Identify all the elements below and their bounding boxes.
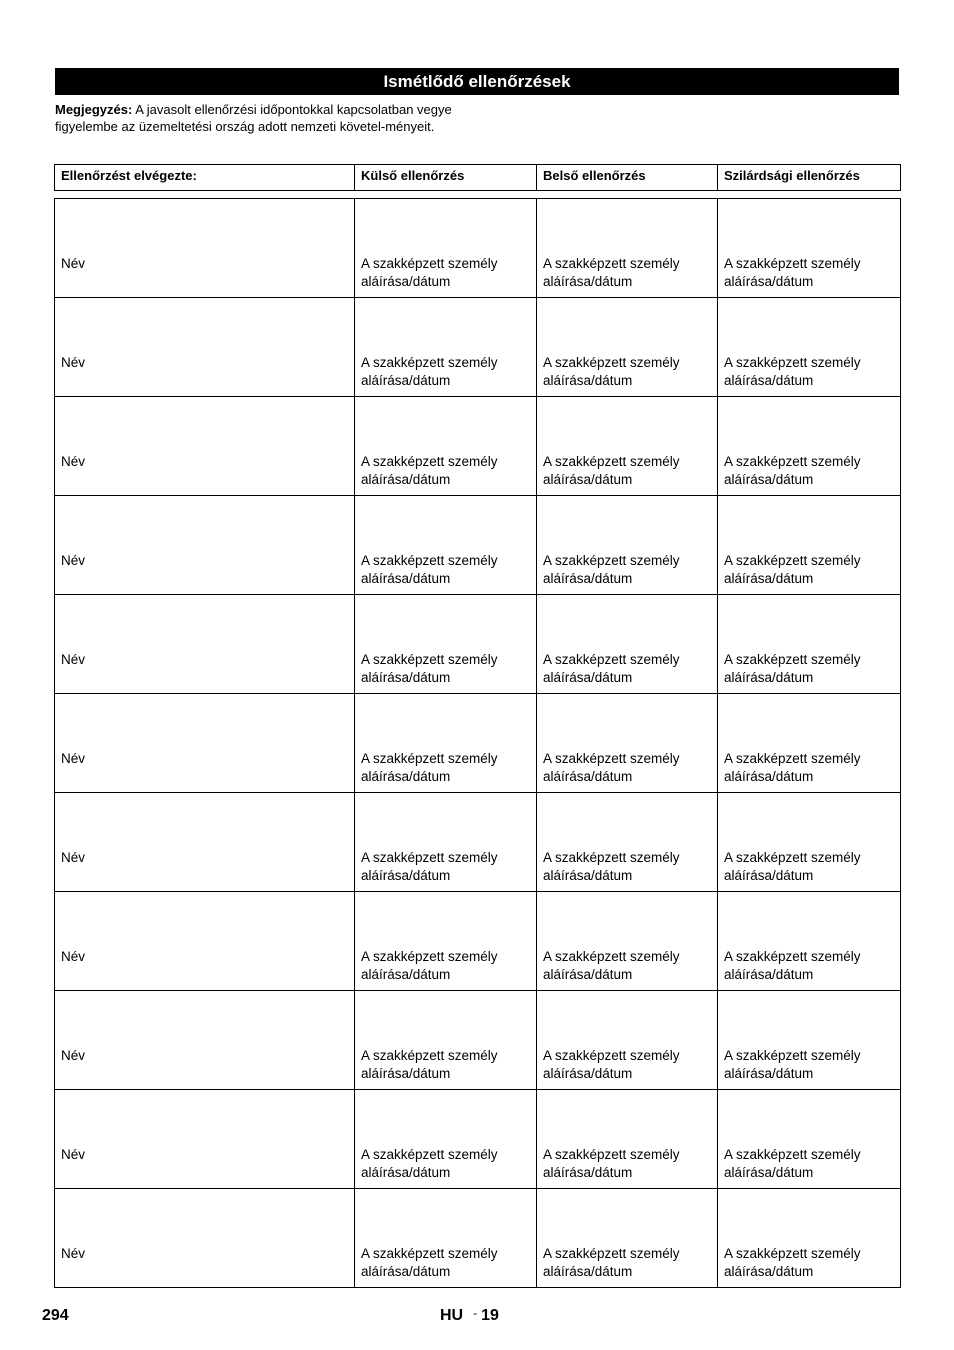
internal-inspection-signature-cell[interactable] <box>537 1189 718 1288</box>
page-title-text: Ismétlődő ellenőrzések <box>383 71 571 91</box>
signature-label-line1: A szakképzett személy <box>724 454 861 469</box>
signature-label-line1: A szakképzett személy <box>724 553 861 568</box>
external-inspection-signature-cell[interactable] <box>355 892 537 991</box>
log-row <box>55 793 901 892</box>
signature-label-line2: aláírása/dátum <box>543 1165 633 1180</box>
page-number: 294 <box>42 1307 69 1324</box>
header-strength-test: Szilárdsági ellenőrzés <box>718 165 901 191</box>
name-label: Név <box>61 850 86 865</box>
name-cell[interactable] <box>55 1189 355 1288</box>
header-inspected-by: Ellenőrzést elvégezte: <box>55 165 355 191</box>
signature-label-line2: aláírása/dátum <box>543 571 633 586</box>
signature-label-line2: aláírása/dátum <box>724 1066 814 1081</box>
name-cell[interactable] <box>55 694 355 793</box>
signature-label-line1: A szakképzett személy <box>543 1048 680 1063</box>
signature-label-line1: A szakképzett személy <box>361 454 498 469</box>
header-external-inspection: Külső ellenőrzés <box>355 165 537 191</box>
signature-label-line2: aláírása/dátum <box>724 967 814 982</box>
log-row <box>55 298 901 397</box>
external-inspection-signature-cell[interactable] <box>355 694 537 793</box>
external-inspection-signature-cell[interactable] <box>355 199 537 298</box>
signature-label-line2: aláírása/dátum <box>543 1066 633 1081</box>
log-row <box>55 1090 901 1189</box>
external-inspection-signature-cell[interactable] <box>355 1090 537 1189</box>
external-inspection-signature-cell[interactable] <box>355 595 537 694</box>
signature-label-line1: A szakképzett személy <box>543 652 680 667</box>
strength-test-signature-cell[interactable] <box>718 694 901 793</box>
internal-inspection-signature-cell[interactable] <box>537 397 718 496</box>
signature-label-line1: A szakképzett személy <box>361 652 498 667</box>
signature-label-line1: A szakképzett személy <box>543 256 680 271</box>
inspection-header-table <box>54 164 901 191</box>
inspection-log-body <box>55 199 901 1288</box>
signature-label-line2: aláírása/dátum <box>361 769 451 784</box>
name-label: Név <box>61 355 86 370</box>
signature-label-line2: aláírása/dátum <box>361 1066 451 1081</box>
signature-label-line1: A szakképzett személy <box>361 1147 498 1162</box>
signature-label-line2: aláírása/dátum <box>543 274 633 289</box>
signature-label-line2: aláírása/dátum <box>361 373 451 388</box>
internal-inspection-signature-cell[interactable] <box>537 199 718 298</box>
name-label: Név <box>61 256 86 271</box>
internal-inspection-signature-cell[interactable] <box>537 595 718 694</box>
internal-inspection-signature-cell[interactable] <box>537 1090 718 1189</box>
page-separator: - <box>473 1306 478 1320</box>
signature-label-line2: aláírása/dátum <box>361 868 451 883</box>
strength-test-signature-cell[interactable] <box>718 298 901 397</box>
signature-label-line1: A szakképzett személy <box>543 1246 680 1261</box>
external-inspection-signature-cell[interactable] <box>355 397 537 496</box>
signature-label-line1: A szakképzett személy <box>543 751 680 766</box>
external-inspection-signature-cell[interactable] <box>355 991 537 1090</box>
external-inspection-signature-cell[interactable] <box>355 298 537 397</box>
log-row <box>55 496 901 595</box>
strength-test-signature-cell[interactable] <box>718 199 901 298</box>
strength-test-signature-cell[interactable] <box>718 1090 901 1189</box>
signature-label-line2: aláírása/dátum <box>724 1264 814 1279</box>
name-label: Név <box>61 751 86 766</box>
signature-label-line1: A szakképzett személy <box>361 1048 498 1063</box>
signature-label-line1: A szakképzett személy <box>724 1147 861 1162</box>
external-inspection-signature-cell[interactable] <box>355 496 537 595</box>
internal-inspection-signature-cell[interactable] <box>537 496 718 595</box>
signature-label-line1: A szakképzett személy <box>724 949 861 964</box>
signature-label-line1: A szakképzett személy <box>361 355 498 370</box>
signature-label-line2: aláírása/dátum <box>724 868 814 883</box>
log-row <box>55 694 901 793</box>
signature-label-line1: A szakképzett személy <box>724 652 861 667</box>
signature-label-line2: aláírása/dátum <box>361 571 451 586</box>
log-row <box>55 892 901 991</box>
internal-inspection-signature-cell[interactable] <box>537 793 718 892</box>
section-page-number: 19 <box>481 1307 499 1324</box>
signature-label-line2: aláírása/dátum <box>543 769 633 784</box>
name-label: Név <box>61 553 86 568</box>
signature-label-line2: aláírása/dátum <box>543 967 633 982</box>
signature-label-line2: aláírása/dátum <box>724 769 814 784</box>
name-label: Név <box>61 1246 86 1261</box>
strength-test-signature-cell[interactable] <box>718 595 901 694</box>
signature-label-line2: aláírása/dátum <box>724 571 814 586</box>
signature-label-line2: aláírása/dátum <box>361 1165 451 1180</box>
inspection-log-table <box>54 198 901 1288</box>
signature-label-line1: A szakképzett személy <box>361 850 498 865</box>
signature-label-line2: aláírása/dátum <box>724 373 814 388</box>
signature-label-line1: A szakképzett személy <box>543 553 680 568</box>
strength-test-signature-cell[interactable] <box>718 496 901 595</box>
strength-test-signature-cell[interactable] <box>718 793 901 892</box>
signature-label-line1: A szakképzett személy <box>361 949 498 964</box>
log-row <box>55 595 901 694</box>
signature-label-line1: A szakképzett személy <box>361 553 498 568</box>
signature-label-line1: A szakképzett személy <box>543 850 680 865</box>
name-cell[interactable] <box>55 496 355 595</box>
external-inspection-signature-cell[interactable] <box>355 1189 537 1288</box>
name-label: Név <box>61 949 86 964</box>
strength-test-signature-cell[interactable] <box>718 397 901 496</box>
log-row <box>55 991 901 1090</box>
signature-label-line1: A szakképzett személy <box>361 256 498 271</box>
signature-label-line2: aláírása/dátum <box>543 373 633 388</box>
signature-label-line1: A szakképzett személy <box>724 355 861 370</box>
strength-test-signature-cell[interactable] <box>718 991 901 1090</box>
signature-label-line2: aláírása/dátum <box>361 472 451 487</box>
header-row <box>55 165 901 191</box>
header-internal-inspection: Belső ellenőrzés <box>537 165 718 191</box>
signature-label-line1: A szakképzett személy <box>543 1147 680 1162</box>
name-cell[interactable] <box>55 595 355 694</box>
name-cell[interactable] <box>55 892 355 991</box>
signature-label-line2: aláírása/dátum <box>361 670 451 685</box>
name-cell[interactable] <box>55 991 355 1090</box>
signature-label-line2: aláírása/dátum <box>543 670 633 685</box>
signature-label-line2: aláírása/dátum <box>724 472 814 487</box>
name-cell[interactable] <box>55 1090 355 1189</box>
signature-label-line2: aláírása/dátum <box>724 670 814 685</box>
name-cell[interactable] <box>55 298 355 397</box>
internal-inspection-signature-cell[interactable] <box>537 892 718 991</box>
name-cell[interactable] <box>55 397 355 496</box>
signature-label-line2: aláírása/dátum <box>361 274 451 289</box>
signature-label-line2: aláírása/dátum <box>361 967 451 982</box>
name-label: Név <box>61 652 86 667</box>
signature-label-line2: aláírása/dátum <box>361 1264 451 1279</box>
language-code: HU <box>440 1307 464 1324</box>
internal-inspection-signature-cell[interactable] <box>537 298 718 397</box>
name-label: Név <box>61 1048 86 1063</box>
name-label: Név <box>61 1147 86 1162</box>
note-label: Megjegyzés: <box>55 102 133 117</box>
signature-label-line1: A szakképzett személy <box>543 454 680 469</box>
name-cell[interactable] <box>55 199 355 298</box>
external-inspection-signature-cell[interactable] <box>355 793 537 892</box>
strength-test-signature-cell[interactable] <box>718 1189 901 1288</box>
signature-label-line1: A szakképzett személy <box>543 355 680 370</box>
page-title <box>55 68 899 95</box>
signature-label-line2: aláírása/dátum <box>543 472 633 487</box>
signature-label-line2: aláírása/dátum <box>724 1165 814 1180</box>
signature-label-line1: A szakképzett személy <box>543 949 680 964</box>
log-row <box>55 397 901 496</box>
signature-label-line1: A szakképzett személy <box>724 850 861 865</box>
signature-label-line1: A szakképzett személy <box>724 256 861 271</box>
signature-label-line2: aláírása/dátum <box>724 274 814 289</box>
note-paragraph <box>55 101 475 135</box>
signature-label-line1: A szakképzett személy <box>361 751 498 766</box>
signature-label-line2: aláírása/dátum <box>543 1264 633 1279</box>
log-row <box>55 199 901 298</box>
signature-label-line2: aláírása/dátum <box>543 868 633 883</box>
signature-label-line1: A szakképzett személy <box>361 1246 498 1261</box>
internal-inspection-signature-cell[interactable] <box>537 694 718 793</box>
note-text: A javasolt ellenőrzési időpontokkal kapcsolatban vegye figyelembe az üzemeltetési ország adott nemzeti követel-ményeit. <box>55 102 452 134</box>
strength-test-signature-cell[interactable] <box>718 892 901 991</box>
section-page-marker <box>440 1307 499 1325</box>
signature-label-line1: A szakképzett személy <box>724 1048 861 1063</box>
signature-label-line1: A szakképzett személy <box>724 751 861 766</box>
log-row <box>55 1189 901 1288</box>
signature-label-line1: A szakképzett személy <box>724 1246 861 1261</box>
internal-inspection-signature-cell[interactable] <box>537 991 718 1090</box>
name-cell[interactable] <box>55 793 355 892</box>
name-label: Név <box>61 454 86 469</box>
